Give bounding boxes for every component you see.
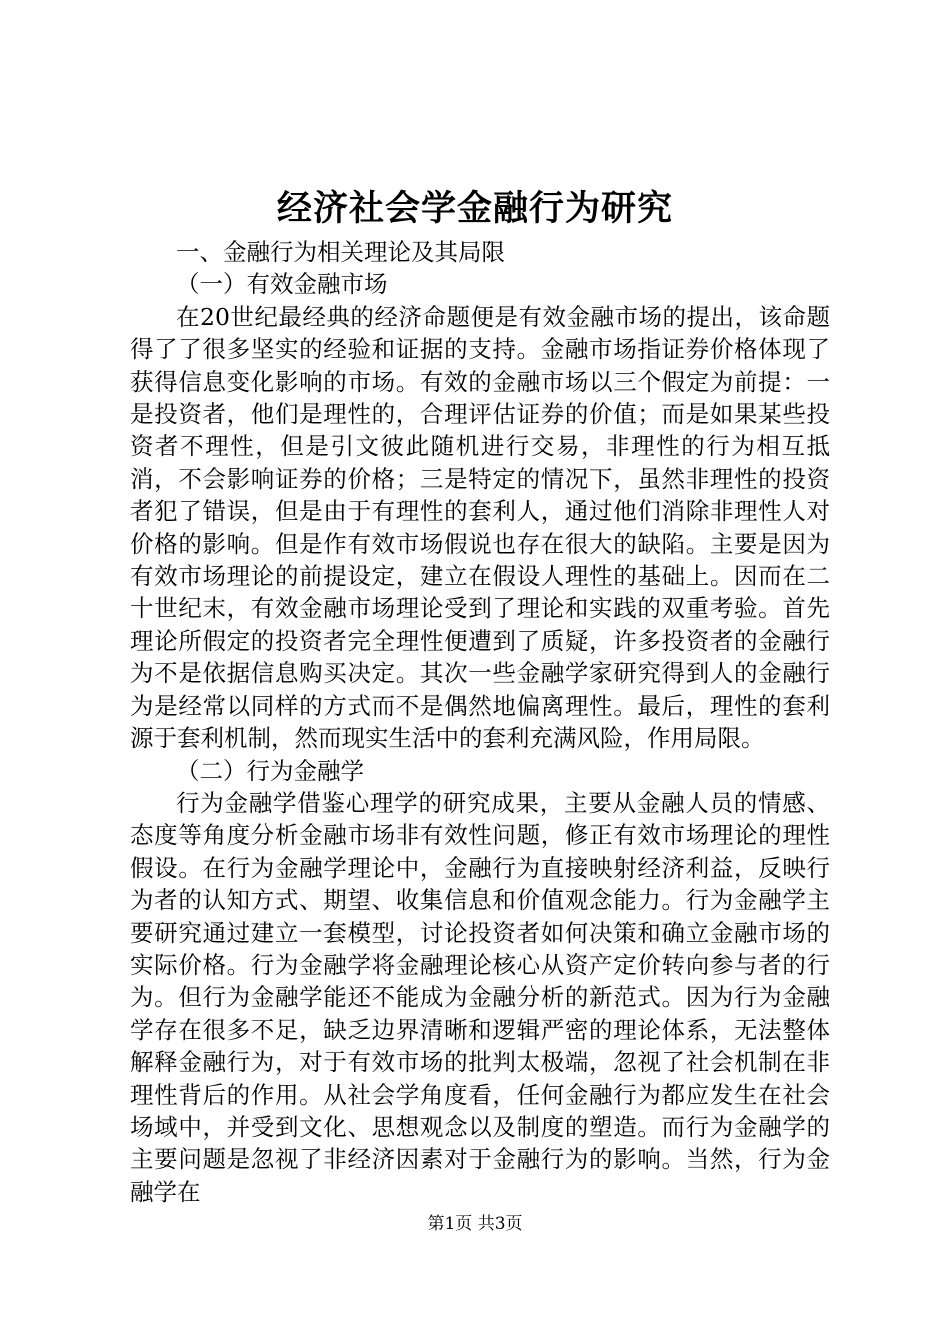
section-heading: 一、金融行为相关理论及其局限	[176, 238, 505, 266]
document-title: 经济社会学金融行为研究	[276, 188, 673, 229]
paragraph-efficient-market: 在20世纪最经典的经济命题便是有效金融市场的提出，该命题得了了很多坚实的经验和证据的支持。金融市场指证券价格体现了获得信息变化影响的市场。有效的金融市场以三个假定为前提：一是投资者，他们是理性的，合理评估证券的价值；而是如果某些投资者不理性，但是引文彼此随机进行交易，非理性的行为相互抵消，不会影响证券的价格；三是特定的情况下，虽然非理性的投资者犯了错误，但是由于有理性的套利人，通过他们消除非理性人对价格的影响。但是作有效市场假说也存在很大的缺陷。主要是因为有效市场理论的前提设定，建立在假设人理性的基础上。因而在二十世纪末，有效金融市场理论受到了理论和实践的双重考验。首先理论所假定的投资者完全理性便遭到了质疑，许多投资者的金融行为不是依据信息购买决定。其次一些金融学家研究得到人的金融行为是经常以同样的方式而不是偶然地偏离理性。最后，理性的套利源于套利机制，然而现实生活中的套利充满风险，作用局限。	[130, 302, 830, 753]
paragraph-behavioral-finance: 行为金融学借鉴心理学的研究成果，主要从金融人员的情感、态度等角度分析金融市场非有效性问题，修正有效市场理论的理性假设。在行为金融学理论中，金融行为直接映射经济利益，反映行为者的认知方式、期望、收集信息和价值观念能力。行为金融学主要研究通过建立一套模型，讨论投资者如何决策和确立金融市场的实际价格。行为金融学将金融理论核心从资产定价转向参与者的行为。但行为金融学能还不能成为金融分析的新范式。因为行为金融学存在很多不足，缺乏边界清晰和逻辑严密的理论体系，无法整体解释金融行为，对于有效市场的批判太极端，忽视了社会机制在非理性背后的作用。从社会学角度看，任何金融行为都应发生在社会场域中，并受到文化、思想观念以及制度的塑造。而行为金融学的主要问题是忽视了非经济因素对于金融行为的影响。当然，行为金融学在	[130, 788, 830, 1206]
page-number-footer: 第1页 共3页	[427, 1214, 523, 1234]
document-body	[130, 236, 830, 1208]
subsection-heading-behavioral-finance: （二）行为金融学	[176, 756, 364, 785]
subsection-heading-efficient-market: （一）有效金融市场	[176, 270, 388, 299]
